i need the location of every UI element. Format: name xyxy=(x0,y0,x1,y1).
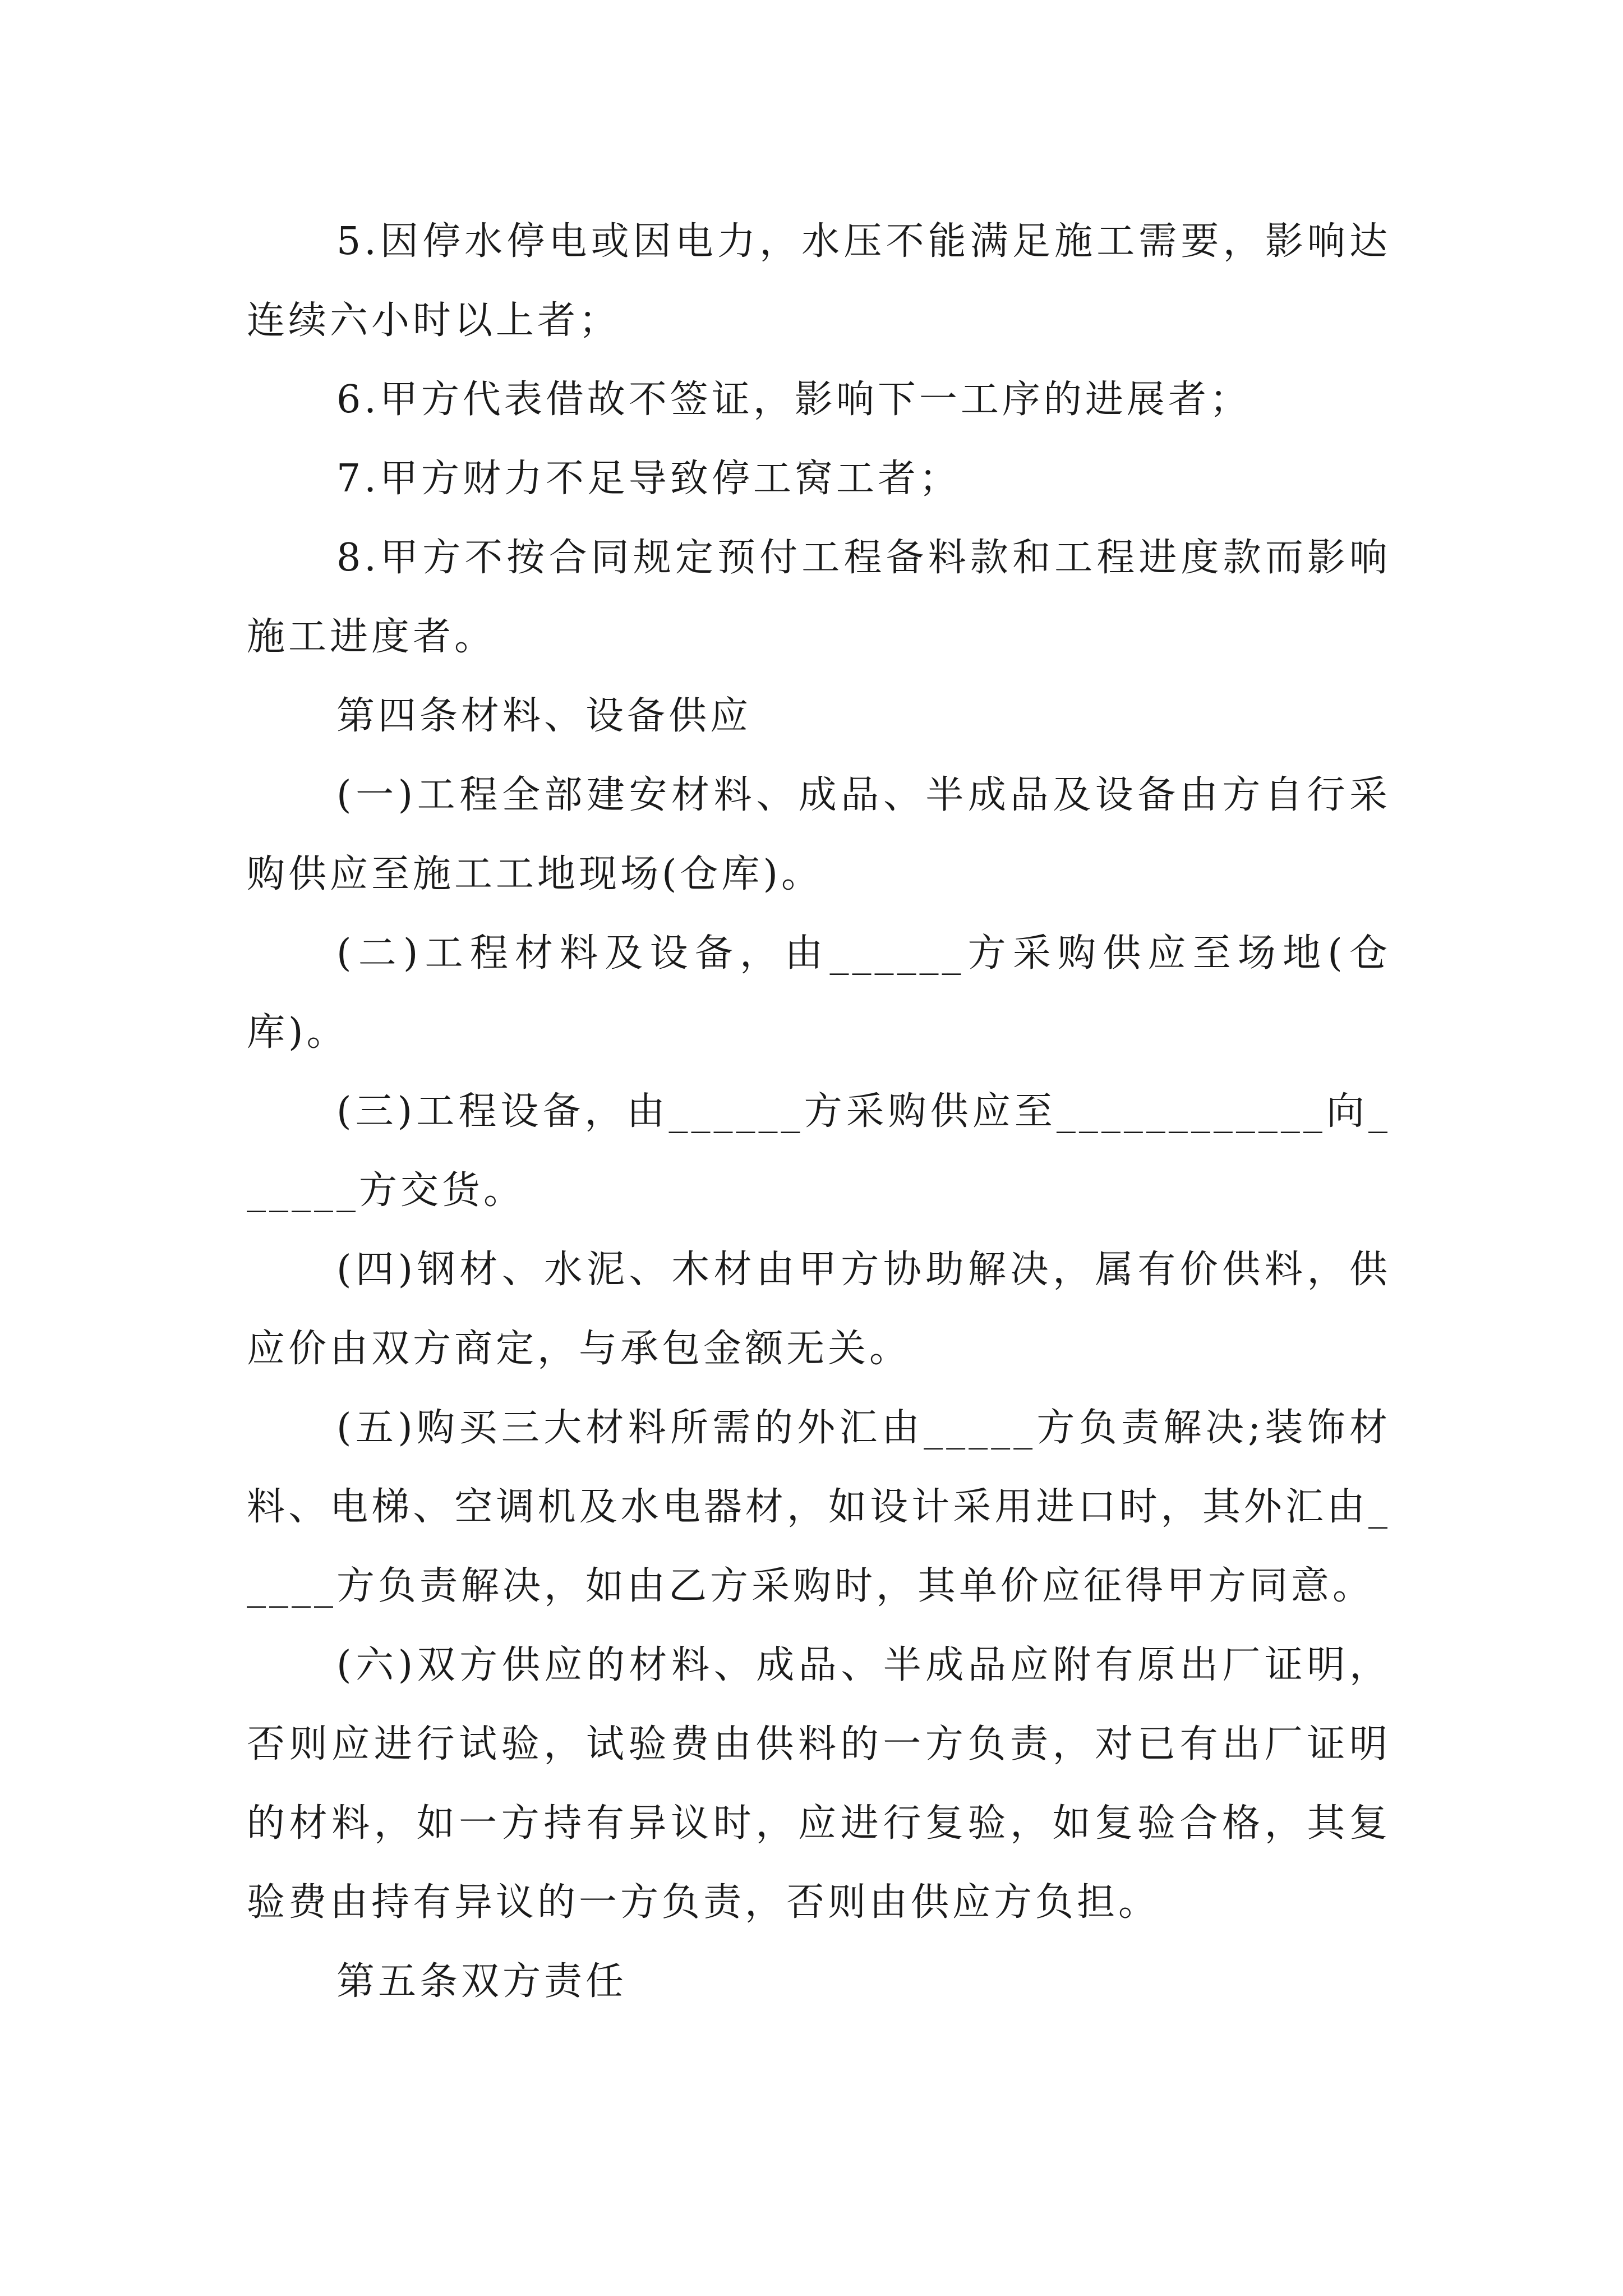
clause-2: (二)工程材料及设备，由______方采购供应至场地(仓库)。 xyxy=(247,931,1391,1055)
clause-3: (三)工程设备，由______方采购供应至____________向______方交货。 xyxy=(247,1089,1391,1213)
document-body xyxy=(247,202,1391,2021)
section-heading-article-4: 第四条材料、设备供应 xyxy=(336,694,752,738)
clause-1: (一)工程全部建安材料、成品、半成品及设备由方自行采购供应至施工工地现场(仓库)。 xyxy=(247,773,1391,896)
clause-4: (四)钢材、水泥、木材由甲方协助解决，属有价供料，供应价由双方商定，与承包金额无关。 xyxy=(247,1248,1391,1371)
clause-6: (六)双方供应的材料、成品、半成品应附有原出厂证明，否则应进行试验，试验费由供料的一方负责，对已有出厂证明的材料，如一方持有异议时，应进行复验，如复验合格，其复验费由持有异议的一方负责，否则由供应方负担。 xyxy=(247,1643,1391,1925)
paragraph-item-6: 6.甲方代表借故不签证，影响下一工序的进展者； xyxy=(336,378,1251,422)
paragraph-item-8: 8.甲方不按合同规定预付工程备料款和工程进度款而影响施工进度者。 xyxy=(247,536,1391,659)
paragraph-item-5: 5.因停水停电或因电力，水压不能满足施工需要，影响达连续六小时以上者； xyxy=(247,219,1391,343)
section-heading-article-5: 第五条双方责任 xyxy=(336,1959,628,2004)
clause-5: (五)购买三大材料所需的外汇由_____方负责解决;装饰材料、电梯、空调机及水电器材，如设计采用进口时，其外汇由_____方负责解决，如由乙方采购时，其单价应征得甲方同意。 xyxy=(247,1406,1391,1608)
paragraph-item-7: 7.甲方财力不足导致停工窝工者； xyxy=(336,457,961,501)
